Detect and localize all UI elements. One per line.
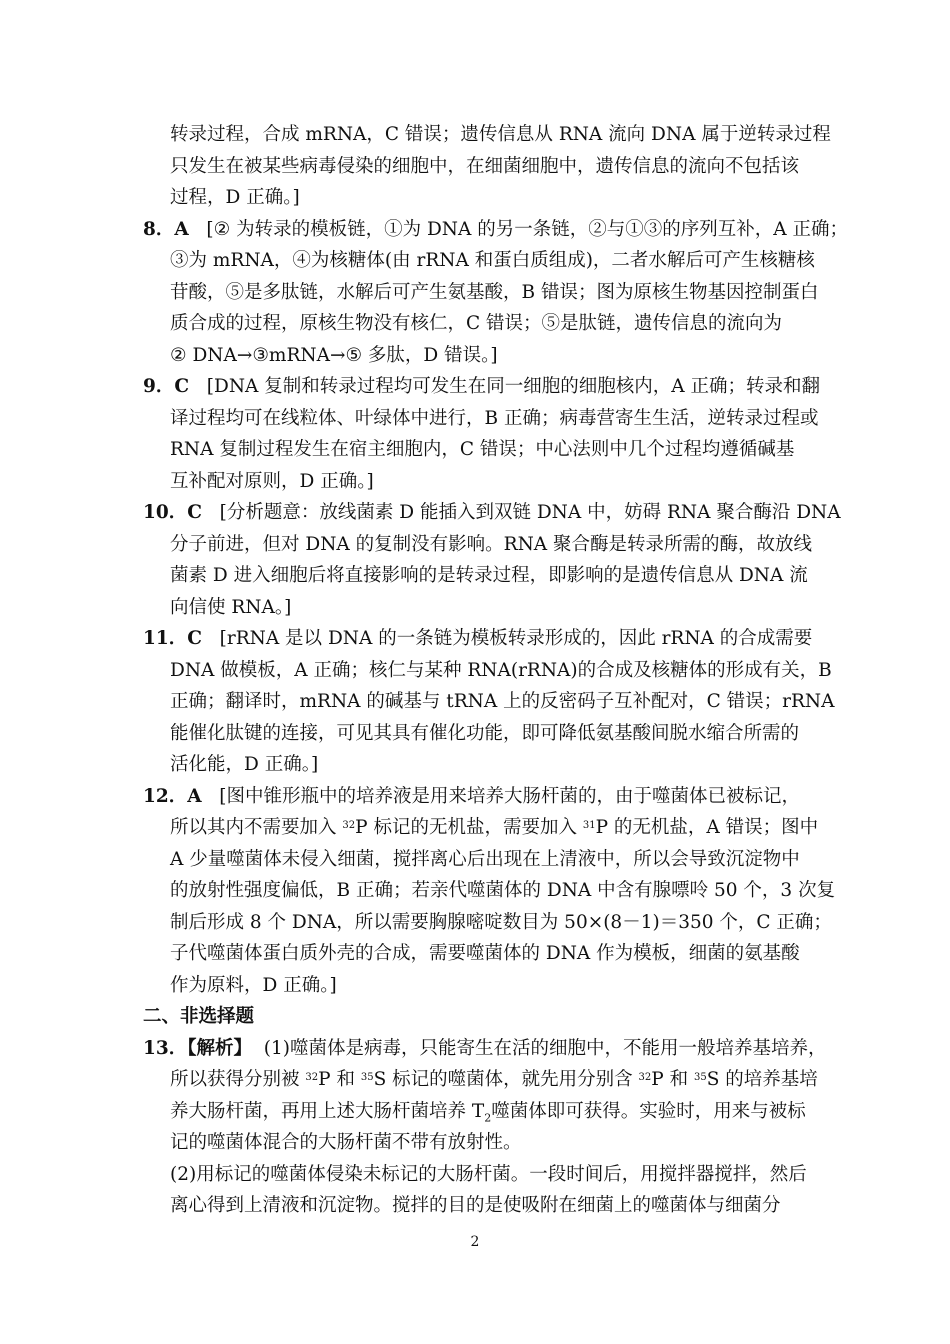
text-line: A 少量噬菌体未侵入细菌，搅拌离心后出现在上清液中，所以会导致沉淀物中 [170,849,800,870]
answer-number: 12．A [143,786,202,807]
answer-item-12 [143,784,800,810]
text-line: 向信使 RNA。] [170,597,292,618]
text-fragment: S 的培养基培 [706,1069,818,1090]
answer-text: [rRNA 是以 DNA 的一条链为模板转录形成的，因此 rRNA 的合成需要 [219,628,813,649]
text-fragment: 噬菌体即可获得。实验时，用来与被标 [491,1101,806,1122]
superscript: 32 [638,1072,652,1083]
text-line: 转录过程，合成 mRNA，C 错误；遗传信息从 RNA 流向 DNA 属于逆转录过程 [170,124,831,145]
answer-number: 9．C [143,376,190,397]
superscript: 35 [693,1072,707,1083]
text-fragment: 所以获得分别被 [170,1069,306,1090]
text-line [170,815,818,841]
text-fragment: 养大肠杆菌，再用上述大肠杆菌培养 T [170,1101,485,1122]
text-line [170,1099,806,1132]
text-line: 正确；翻译时，mRNA 的碱基与 tRNA 上的反密码子互补配对，C 错误；rRNA [170,691,835,712]
text-line: 只发生在被某些病毒侵染的细胞中，在细菌细胞中，遗传信息的流向不包括该 [170,156,800,177]
text-fragment: 所以其内不需要加入 [170,817,343,838]
text-line: 子代噬菌体蛋白质外壳的合成，需要噬菌体的 DNA 作为模板，细菌的氨基酸 [170,943,800,964]
superscript: 32 [342,820,356,831]
text-line: ③为 mRNA，④为核糖体(由 rRNA 和蛋白质组成)，二者水解后可产生核糖核 [170,250,815,271]
text-line: 质合成的过程，原核生物没有核仁，C 错误；⑤是肽链，遗传信息的流向为 [170,313,783,334]
text-line: ② DNA→③mRNA→⑤ 多肽，D 错误。] [170,345,498,366]
text-line: 过程，D 正确。] [170,187,300,208]
text-line: DNA 做模板，A 正确；核仁与某种 RNA(rRNA)的合成及核糖体的形成有关，B [170,660,832,681]
answer-number: 11．C [143,628,202,649]
text-line: 记的噬菌体混合的大肠杆菌不带有放射性。 [170,1132,522,1153]
text-line: 分子前进，但对 DNA 的复制没有影响。RNA 聚合酶是转录所需的酶，故放线 [170,534,813,555]
text-fragment: P 的无机盐，A 错误；图中 [595,817,819,838]
answer-item-9 [143,374,820,400]
text-line: RNA 复制过程发生在宿主细胞内，C 错误；中心法则中几个过程均遵循碱基 [170,439,795,460]
text-line: 能催化肽键的连接，可见其具有催化功能，即可降低氨基酸间脱水缩合所需的 [170,723,800,744]
text-line: 苷酸，⑤是多肽链，水解后可产生氨基酸，B 错误；图为原核生物基因控制蛋白 [170,282,819,303]
text-line [170,1067,818,1093]
text-line: 离心得到上清液和沉淀物。搅拌的目的是使吸附在细菌上的噬菌体与细菌分 [170,1195,781,1216]
superscript: 31 [582,820,596,831]
text-line: 的放射性强度偏低，B 正确；若亲代噬菌体的 DNA 中含有腺嘌呤 50 个，3 次复 [170,880,836,901]
answer-item-13 [143,1036,826,1062]
section-heading: 二、非选择题 [143,1006,255,1027]
text-fragment: P 标记的无机盐，需要加入 [355,817,583,838]
page-number: 2 [470,1234,480,1250]
answer-number: 8．A [143,219,189,240]
text-line: 作为原料，D 正确。] [170,975,337,996]
answer-text: (1)噬菌体是病毒，只能寄生在活的细胞中，不能用一般培养基培养， [263,1038,827,1059]
text-line: (2)用标记的噬菌体侵染未标记的大肠杆菌。一段时间后，用搅拌器搅拌，然后 [170,1164,807,1185]
text-fragment: P 和 [651,1069,694,1090]
text-line: 菌素 D 进入细胞后将直接影响的是转录过程，即影响的是遗传信息从 DNA 流 [170,565,808,586]
answer-item-10 [143,500,841,526]
answer-item-8 [143,217,848,243]
text-line: 译过程均可在线粒体、叶绿体中进行，B 正确；病毒营寄生生活，逆转录过程或 [170,408,819,429]
answer-text: [② 为转录的模板链，①为 DNA 的另一条链，②与①③的序列互补，A 正确； [206,219,848,240]
superscript: 32 [305,1072,319,1083]
text-fragment: S 标记的噬菌体，就先用分别含 [373,1069,639,1090]
answer-number: 10．C [143,502,202,523]
subscript: 2 [484,1111,492,1125]
answer-text: [图中锥形瓶中的培养液是用来培养大肠杆菌的，由于噬菌体已被标记， [219,786,800,807]
answer-item-11 [143,626,812,652]
superscript: 35 [360,1072,374,1083]
answer-text: [DNA 复制和转录过程均可发生在同一细胞的细胞核内，A 正确；转录和翻 [206,376,820,397]
text-line: 互补配对原则，D 正确。] [170,471,374,492]
text-fragment: P 和 [318,1069,361,1090]
answer-text: [分析题意：放线菌素 D 能插入到双链 DNA 中，妨碍 RNA 聚合酶沿 DNA [219,502,841,523]
text-line: 活化能，D 正确。] [170,754,319,775]
text-line: 制后形成 8 个 DNA，所以需要胸腺嘧啶数目为 50×(8－1)＝350 个，C 正确； [170,912,832,933]
answer-number: 13．【解析】 [143,1038,252,1059]
